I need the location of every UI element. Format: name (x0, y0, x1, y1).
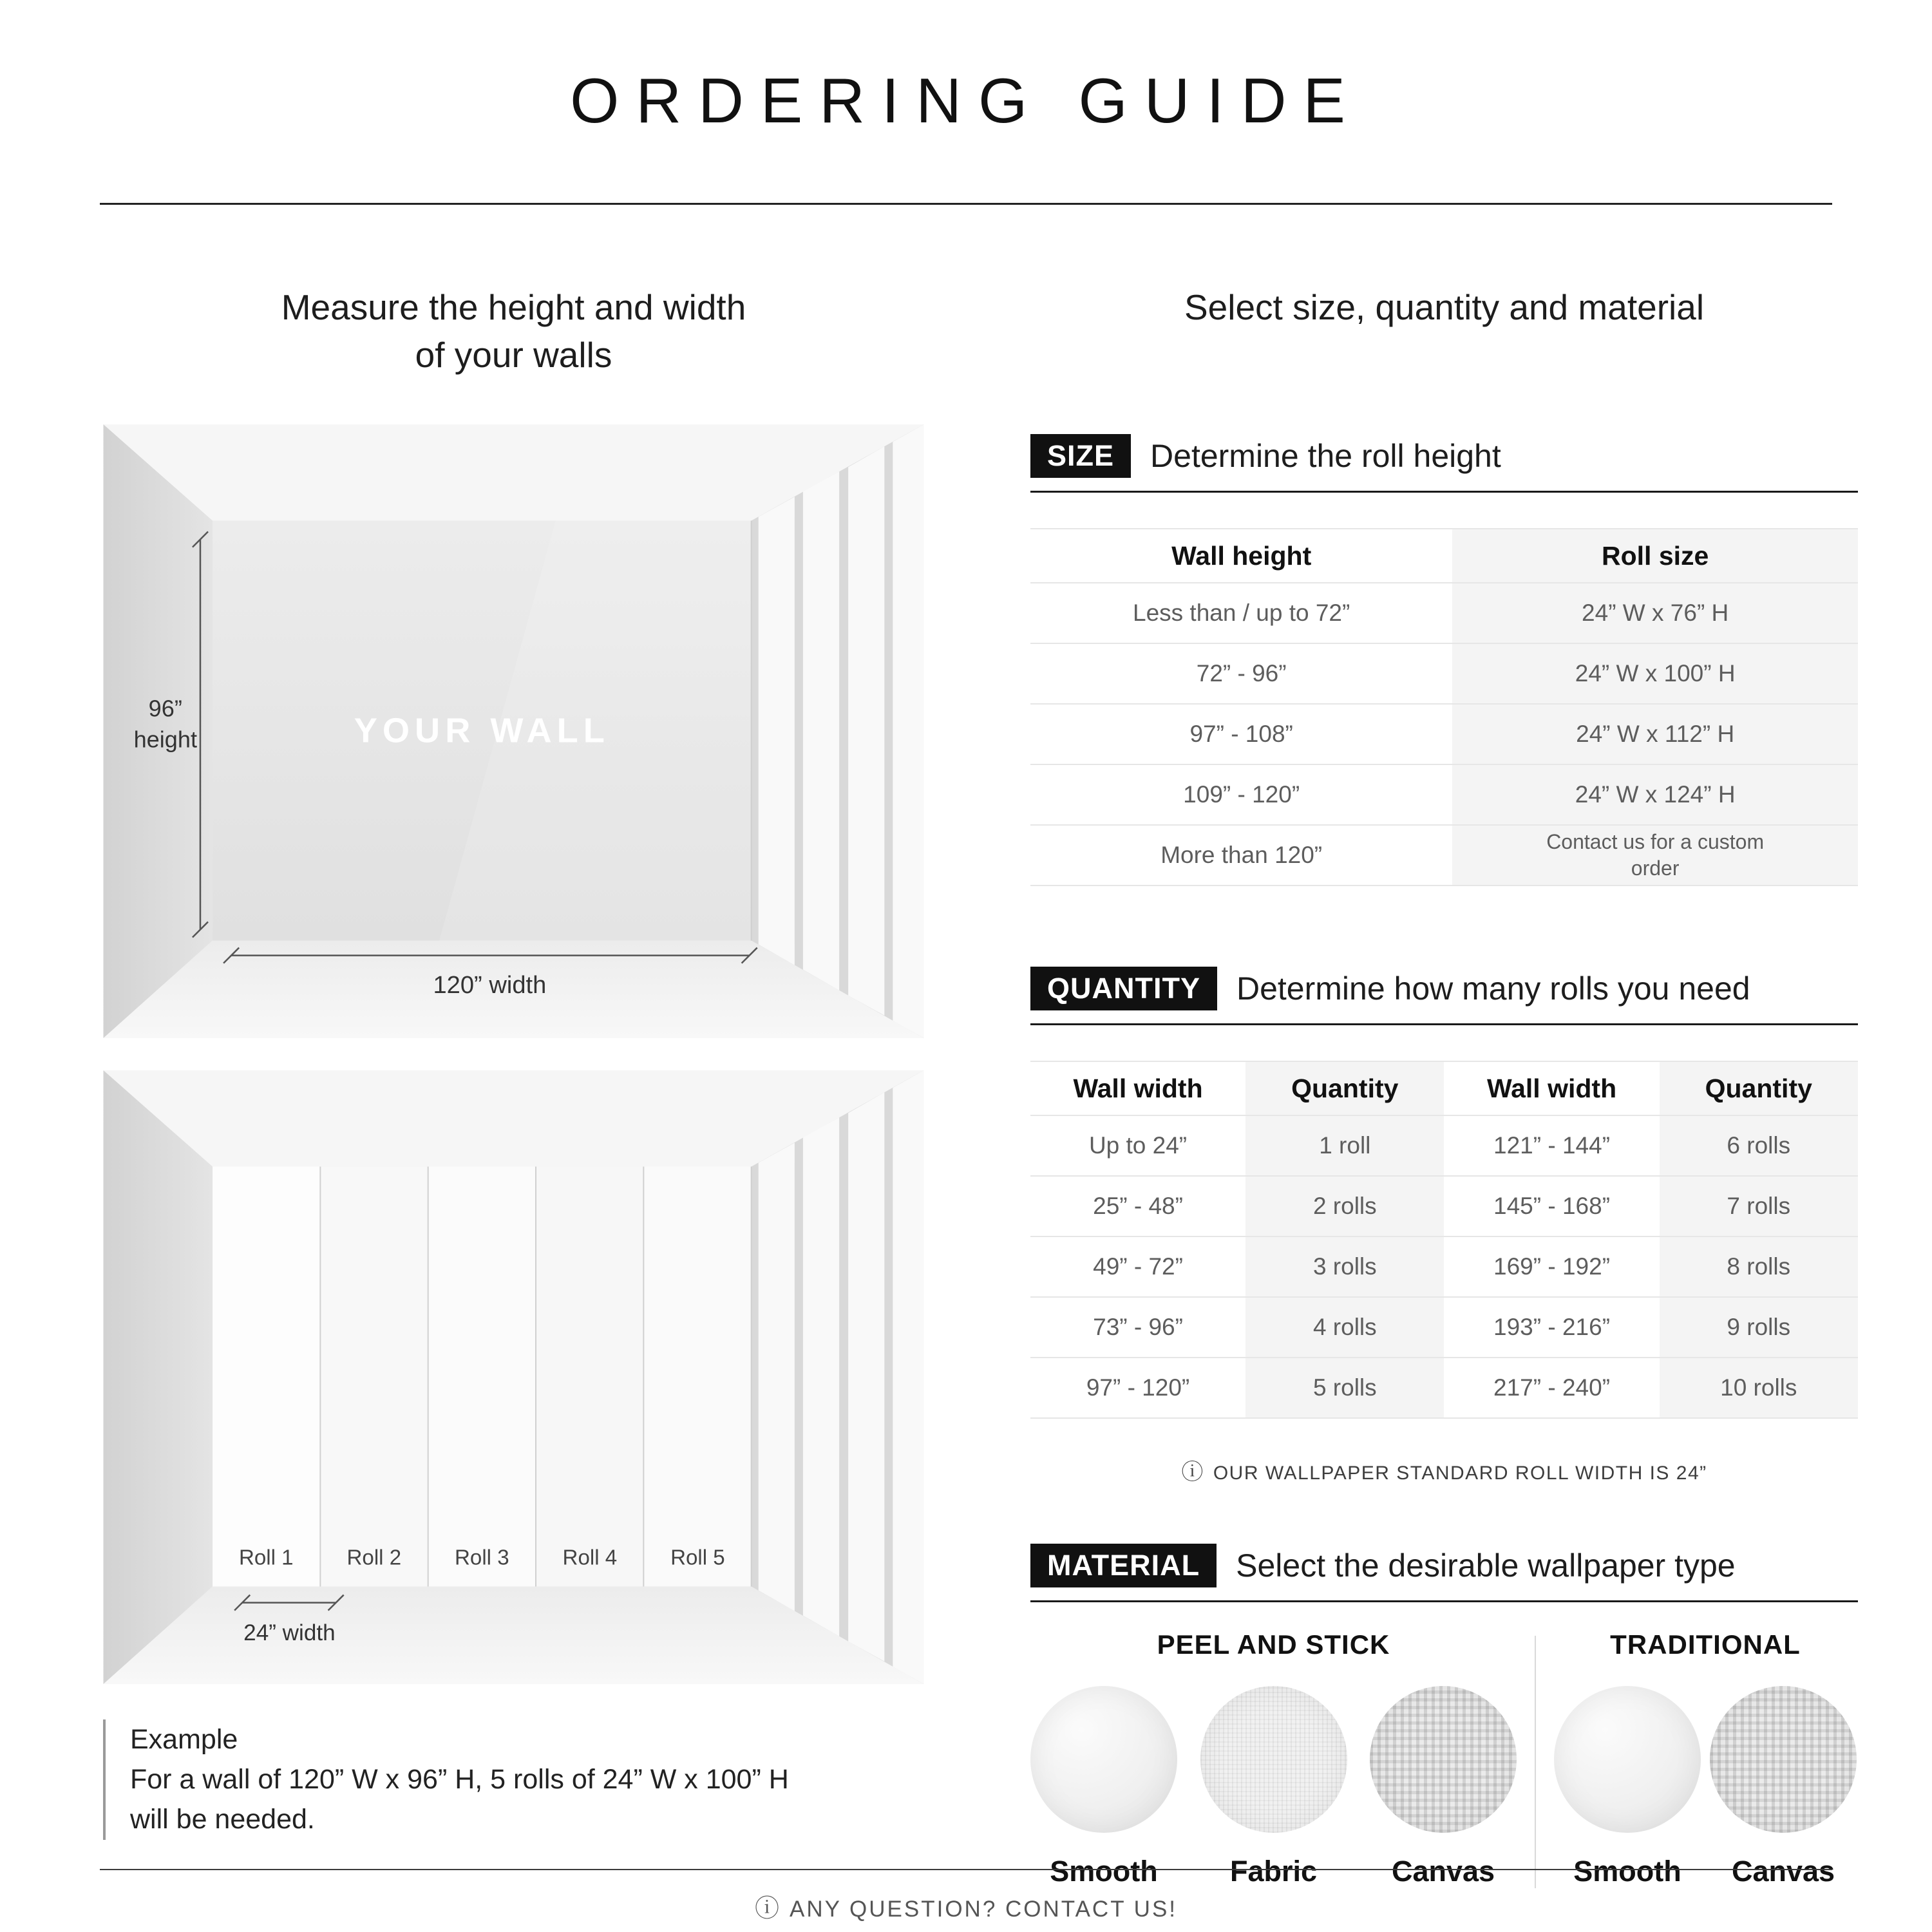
window-pane (893, 424, 923, 1038)
custom-order-note: Contact us for a custom order (1546, 829, 1765, 880)
material-divider (1535, 1636, 1536, 1888)
roll-label: Roll 3 (455, 1545, 509, 1569)
quantity-cell: 2 rolls (1245, 1177, 1444, 1236)
wall-width-cell: 25” - 48” (1093, 1193, 1183, 1220)
size-subtitle: Determine the roll height (1150, 438, 1501, 475)
top-divider (100, 203, 1832, 205)
qty-header-wall-width: Wall width (1073, 1073, 1203, 1103)
example-block (103, 1719, 924, 1840)
quantity-badge: QUANTITY (1030, 967, 1217, 1010)
quantity-cell: 1 roll (1245, 1116, 1444, 1175)
roll-label: Roll 2 (346, 1545, 402, 1569)
roll-panel (320, 1166, 428, 1586)
window-pane (848, 446, 884, 1016)
example-line2: will be needed. (130, 1804, 315, 1835)
height-value-label: 96” (148, 694, 182, 721)
page-title: ORDERING GUIDE (570, 65, 1362, 136)
material-badge: MATERIAL (1030, 1544, 1217, 1587)
roll-panel (428, 1166, 536, 1586)
measure-heading (103, 283, 924, 379)
quantity-table-row (1030, 1298, 1858, 1358)
size-section-header (1030, 434, 1858, 493)
swatch-label: Canvas (1731, 1855, 1835, 1888)
wall-width-cell: 121” - 144” (1493, 1132, 1611, 1159)
example-title: Example (130, 1723, 238, 1755)
quantity-cell: 5 rolls (1245, 1358, 1444, 1417)
footer-text: ANY QUESTION? CONTACT US! (789, 1897, 1178, 1922)
material-groups (1030, 1629, 1858, 1888)
traditional-swatches (1554, 1686, 1857, 1888)
roll-size-cell (1452, 826, 1858, 885)
window-pane (803, 471, 839, 990)
peel-and-stick-group (1030, 1629, 1517, 1888)
example-line1: For a wall of 120” W x 96” H, 5 rolls of 24” W x 100” H (130, 1763, 789, 1795)
wall-width-cell: Up to 24” (1088, 1132, 1188, 1159)
select-column (1030, 283, 1858, 1888)
size-table-row (1030, 765, 1858, 826)
roll-panel (213, 1166, 320, 1586)
wall-height-cell: 72” - 96” (1196, 660, 1287, 687)
quantity-cell: 10 rolls (1660, 1358, 1858, 1417)
quantity-cell: 9 rolls (1660, 1298, 1858, 1357)
quantity-table-row (1030, 1358, 1858, 1419)
roll-label: Roll 1 (238, 1545, 294, 1569)
footer-note (0, 1888, 1932, 1924)
wall-width-cell: 73” - 96” (1093, 1314, 1183, 1341)
window-pane (759, 1142, 795, 1611)
wall-height-cell: 97” - 108” (1189, 721, 1293, 748)
roll-width-label: 24” width (243, 1620, 336, 1645)
quantity-cell: 4 rolls (1245, 1298, 1444, 1357)
peel-and-stick-swatches (1030, 1686, 1517, 1888)
size-table-row (1030, 705, 1858, 765)
info-icon: ⓘ (1181, 1460, 1204, 1485)
wall-height-cell: More than 120” (1160, 842, 1323, 869)
wall-height-cell: 109” - 120” (1183, 781, 1300, 808)
roll-width-note-text: OUR WALLPAPER STANDARD ROLL WIDTH IS 24” (1213, 1463, 1707, 1484)
window-pane (893, 1070, 923, 1684)
canvas-texture-swatch (1710, 1686, 1857, 1833)
your-wall-label: YOUR WALL (354, 711, 610, 750)
size-table-row (1030, 826, 1858, 886)
material-subtitle: Select the desirable wallpaper type (1236, 1548, 1736, 1584)
wall-width-cell: 193” - 216” (1493, 1314, 1611, 1341)
roll-label: Roll 4 (562, 1545, 618, 1569)
quantity-table-row (1030, 1177, 1858, 1237)
swatch-smooth (1030, 1686, 1177, 1888)
quantity-table-row (1030, 1237, 1858, 1298)
measure-heading-line2: of your walls (415, 335, 612, 375)
quantity-section-header (1030, 967, 1858, 1025)
swatch-label: Canvas (1391, 1855, 1495, 1888)
wall-width-cell: 169” - 192” (1493, 1253, 1611, 1280)
window-pane (759, 497, 795, 965)
height-word-label: height (133, 726, 197, 753)
traditional-title: TRADITIONAL (1610, 1629, 1801, 1660)
roll-size-cell: 24” W x 100” H (1452, 644, 1858, 703)
quantity-table (1030, 1061, 1858, 1419)
swatch-canvas (1710, 1686, 1857, 1888)
roll-panel (536, 1166, 643, 1586)
wall-width-cell: 97” - 120” (1086, 1374, 1190, 1401)
wall-width-cell: 217” - 240” (1493, 1374, 1611, 1401)
size-table-row (1030, 583, 1858, 644)
traditional-group (1554, 1629, 1857, 1888)
wall-width-cell: 49” - 72” (1093, 1253, 1183, 1280)
room-illustration-rolls (103, 1070, 924, 1684)
quantity-table-header (1030, 1062, 1858, 1116)
quantity-cell: 7 rolls (1660, 1177, 1858, 1236)
roll-size-cell: 24” W x 124” H (1452, 765, 1858, 824)
left-wall (103, 1070, 213, 1684)
window-pane (848, 1092, 884, 1662)
smooth-texture-swatch (1030, 1686, 1177, 1833)
roll-panel (643, 1166, 751, 1586)
swatch-label: Fabric (1229, 1855, 1318, 1888)
size-table-header (1030, 529, 1858, 583)
peel-and-stick-title: PEEL AND STICK (1157, 1629, 1390, 1660)
wall-width-cell: 145” - 168” (1493, 1193, 1611, 1220)
material-section-header (1030, 1544, 1858, 1602)
smooth-texture-swatch (1554, 1686, 1701, 1833)
window-pane (803, 1117, 839, 1636)
canvas-texture-swatch (1370, 1686, 1517, 1833)
quantity-cell: 3 rolls (1245, 1237, 1444, 1296)
roll-label: Roll 5 (670, 1545, 725, 1569)
roll-size-cell: 24” W x 76” H (1452, 583, 1858, 643)
wall-height-cell: Less than / up to 72” (1133, 600, 1350, 627)
quantity-table-row (1030, 1116, 1858, 1177)
swatch-label: Smooth (1050, 1855, 1158, 1888)
width-label: 120” width (433, 971, 547, 999)
bottom-divider (100, 1869, 1832, 1870)
qty-header-wall-width: Wall width (1486, 1073, 1617, 1103)
swatch-label: Smooth (1573, 1855, 1681, 1888)
select-heading: Select size, quantity and material (1184, 287, 1705, 327)
quantity-cell: 8 rolls (1660, 1237, 1858, 1296)
quantity-cell: 6 rolls (1660, 1116, 1858, 1175)
measure-heading-line1: Measure the height and width (281, 287, 746, 327)
swatch-smooth (1554, 1686, 1701, 1888)
size-table (1030, 528, 1858, 886)
roll-width-note (1030, 1454, 1858, 1486)
size-col-wall-height: Wall height (1171, 540, 1312, 571)
size-badge: SIZE (1030, 434, 1131, 478)
fabric-texture-swatch (1200, 1686, 1347, 1833)
swatch-canvas (1370, 1686, 1517, 1888)
measure-column (103, 283, 924, 1840)
qty-header-quantity: Quantity (1245, 1062, 1444, 1115)
qty-header-quantity: Quantity (1660, 1062, 1858, 1115)
roll-size-cell: 24” W x 112” H (1452, 705, 1858, 764)
info-icon: ⓘ (754, 1895, 779, 1922)
size-table-row (1030, 644, 1858, 705)
swatch-fabric (1200, 1686, 1347, 1888)
room-illustration-your-wall (103, 424, 924, 1038)
size-col-roll-size: Roll size (1452, 529, 1858, 582)
quantity-subtitle: Determine how many rolls you need (1236, 971, 1750, 1007)
